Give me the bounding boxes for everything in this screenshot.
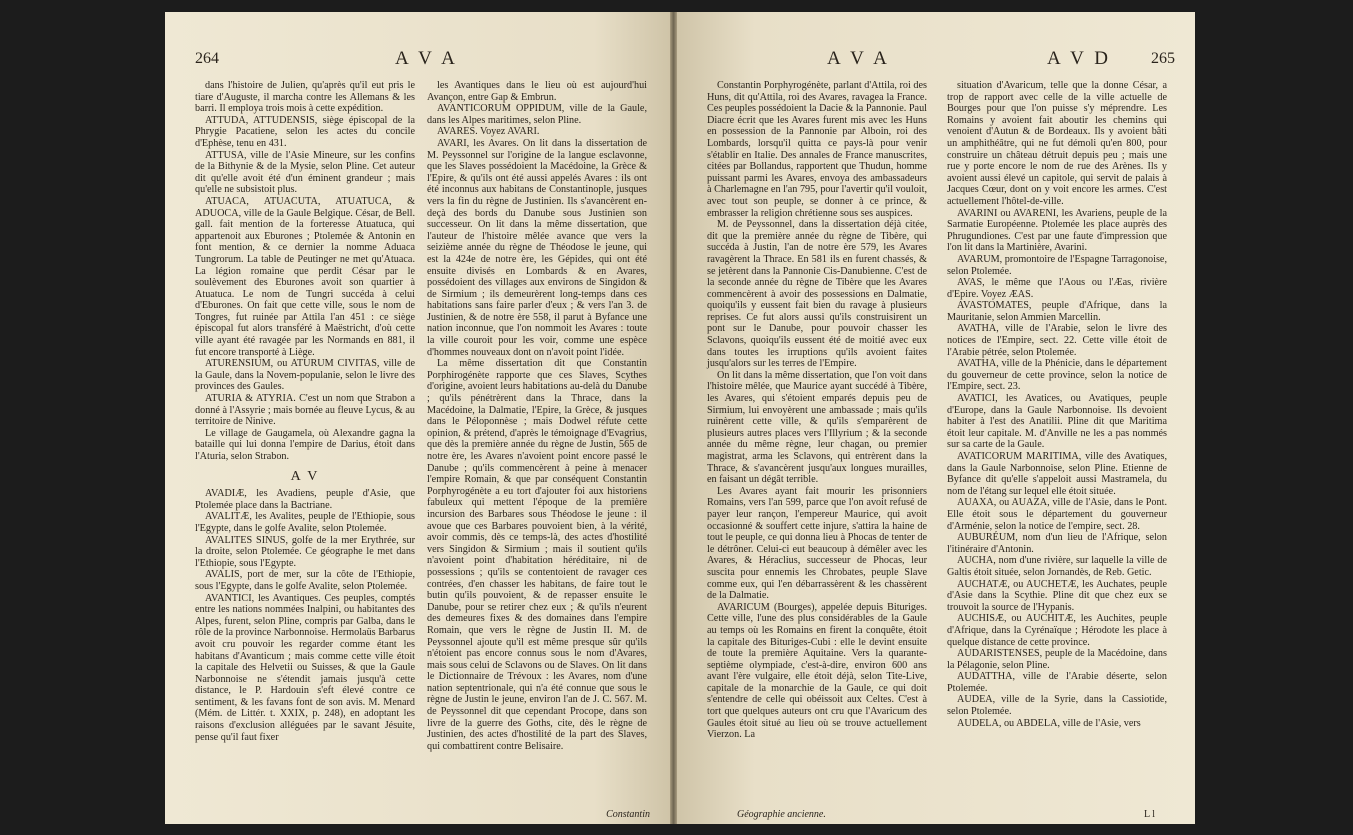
paragraph: AUDARISTENSES, peuple de la Macédoine, dans la Pélagonie, selon Pline.	[947, 648, 1167, 671]
signature-mark: L l	[1143, 809, 1155, 820]
paragraph: AVARI, les Avares. On lit dans la dissertation de M. Peyssonnel sur l'origine de la langue esclavonne, que les Slaves possédoient la Macédoine, la Grèce & l'Epire, & qu'ils ont été aussi appelés Avares : ils ont été inconnus aux habitans de Constantinople, jusques vers la fin du règne de Justinien. Ils s'avancèrent en-deçà des bords du Danube sous Justinien son successeur. On lit dans la même dissertation, que l'auteur de l'histoire mêlée avance que vers la seizième année du règne de Théodose le jeune, qui est la 424e de notre ère, les Gépides, qui ont été ensuite divisés en Lombards & en Avares, possédoient des villages aux environs de Singidon & de Sirmium ; ils demeurèrent long-temps dans ces habitations sans faire parler d'eux ; & vers l'an 3. de Justinien, & de notre ère 558, il parut à Byfance une nation inconnue, que l'on nommoit les Avares : toute la ville couroit pour les voir, comme une espèce d'hommes nouveaux dont on n'avoit point l'idée.	[427, 137, 647, 358]
paragraph: AVANTICORUM OPPIDUM, ville de la Gaule, dans les Alpes maritimes, selon Pline.	[427, 103, 647, 126]
right-column-1	[707, 80, 927, 741]
left-running-head	[195, 48, 650, 74]
paragraph: AVATICI, les Avatices, ou Avatiques, peuple d'Europe, dans la Gaule Narbonnoise. Ils devoient habiter à l'est des Anatilii. Pline dit que Maritima étoit leur capitale. M. d'Anville ne les a pas nommés sur sa carte de la Gaule.	[947, 393, 1167, 451]
paragraph: AVATHA, ville de l'Arabie, selon le livre des notices de l'Empire, sect. 22. Cette ville étoit de l'Arabie pétrée, selon Ptolemée.	[947, 323, 1167, 358]
paragraph: AUCHATÆ, ou AUCHETÆ, les Auchates, peuple d'Asie dans la Scythie. Pline dit que chez eux se trouvoit la source de l'Hypanis.	[947, 578, 1167, 613]
paragraph: On lit dans la même dissertation, que l'on voit dans l'histoire mêlée, que Maurice ayant succédé à Tibère, les Avares, qui s'étoient emparés depuis peu de Sirmium, lui envoyèrent une ambassade ; mais qu'ils ruinèrent cette ville, & qu'ils s'emparèrent de plusieurs autres places vers l'Illyrium ; & la seconde année du même règne, leur chagan, ou premier magistrat, arma les Sclavons, qui entrèrent dans la Thrace, & s'avancèrent jusqu'aux longues murailles, en faisant un dégât terrible.	[707, 369, 927, 486]
paragraph: AUDATTHA, ville de l'Arabie déserte, selon Ptolemée.	[947, 671, 1167, 694]
left-page-number: 264	[195, 50, 219, 67]
paragraph: Le village de Gaugamela, où Alexandre gagna la bataille qui lui donna l'empire de Darius, étoit dans l'Aturia, selon Strabon.	[195, 427, 415, 462]
book-gutter	[670, 12, 677, 824]
paragraph: AVATICORUM MARITIMA, ville des Avatiques, dans la Gaule Narbonnoise, selon Pline. Etienne de Byfance dit qu'elle s'appeloit aussi Mastramela, du nom de l'étang sur lequel elle étoit située.	[947, 451, 1167, 497]
paragraph: La même dissertation dit que Constantin Porphirogénète rapporte que ces Slaves, Scythes d'origine, avoient leurs habitations au-delà du Danube ; qu'ils pénétrèrent dans la Thrace, dans la Macédoine, la Dalmatie, l'Epire, la Grèce, & jusques dans le Péloponnèse ; mais Dodwel réfute cette opinion, & prétend, d'après le témoignage d'Evagrius, que dès la première année du règne de Justin, 565 de notre ère, les Avares n'avoient point encore passé le Danube ; qu'ils commencèrent à peine à menacer l'empire Romain, & que par conséquent Constantin Porphyrogénète a eu tort d'ajouter foi aux historiens fabuleux qui mettent l'époque de la première incursion des Barbares sous Théodose le jeune : il avoue que ces Barbares pouvoient bien, à la vérité, avoir commis, dès ce temps-là, des actes d'hostilité vers Singidon & Sirmium ; mais il soutient qu'ils n'avoient point d'habitation héréditaire, ni de possessions ; qu'ils se contentoient de ravager ces contrées, d'en chasser les habitans, de faire tout le butin qu'ils pouvoient, & de repasser ensuite le Danube, pour se retirer chez eux ; & qu'ils n'eurent des demeures fixes & des domaines dans l'empire Romain, que vers le règne de Justin II. M. de Peyssonnel ajoute qu'il est même presque sûr qu'ils n'étoient pas encore connus sous le nom d'Avares, mais sous celui de Sclavons ou de Slaves. On lit dans le Dictionnaire de Trévoux : les Avares, nom d'une nation septentrionale, qui n'a été connue que sous le règne de Justin le jeune, environ l'an de J. C. 567. M. de Peyssonnel dit que cependant Procope, dans son livre de la guerre des Goths, cite, dès le règne de Justinien, des actes d'hostilité de la part des Slaves, qui combattirent contre Belisaire.	[427, 358, 647, 752]
paragraph: AVALIS, port de mer, sur la côte de l'Ethiopie, sous l'Egypte, dans le golfe Avalite, selon Ptolemée.	[195, 569, 415, 592]
paragraph: M. de Peyssonnel, dans la dissertation déjà citée, dit que la première année du règne de Tibère, qui succéda à Justin, l'an de notre ère 579, les Avares ravagèrent la Thrace. En 581 ils en furent chassés, & se jetèrent dans la Pannonie Cis-Danubienne. C'est de la seconde année du règne de Tibère que les Avares commencèrent à avoir des possessions en Dalmatie, quoiqu'ils y eussent fait bien du ravage à plusieurs reprises. Ce fut alors aussi qu'ils construisirent un pont sur le Danube, pour pouvoir chasser les Sclavons, quoiqu'ils eussent été de moitié avec eux dans toutes les irruptions qu'ils avoient faites jusqu'alors sur les terres de l'Empire.	[707, 219, 927, 370]
paragraph: AVALITES SINUS, golfe de la mer Erythrée, sur la droite, selon Ptolemée. Ce géographe le met dans l'Ethiopie, sous l'Egypte.	[195, 534, 415, 569]
paragraph: AUDELA, ou ABDELA, ville de l'Asie, vers	[957, 717, 1141, 729]
paragraph: AVANTICI, les Avantiques. Ces peuples, comptés entre les nations nommées Inalpini, ou habitantes des Alpes, furent, selon Pline, compris par Galba, dans le rôle de la province Narbonnoise. Hermolaüs Barbarus avoit cru pouvoir les regarder comme étant les habitans d'Avanticum ; mais comme cette ville étoit la capitale des Helvetii ou Suisses, & que la Gaule Narbonnoise ne s'étendit jamais jusqu'à cette distance, le P. Hardouin s'eft élevé contre ce sentiment, & les favans font de son avis. M. Menard (Mém. de Littér. t. XXIX, p. 248), en adoptant les raisons d'exclusion alléguées par le savant Jésuite, pense qu'il faut fixer	[195, 592, 415, 743]
paragraph: ATURENSIUM, ou ATURUM CIVITAS, ville de la Gaule, dans la Novem-populanie, selon le livre des provinces des Gaules.	[195, 358, 415, 393]
paragraph: AUDEA, ville de la Syrie, dans la Cassiotide, selon Ptolemée.	[947, 694, 1167, 718]
paragraph: AVARINI ou AVARENI, les Avariens, peuple de la Sarmatie Européenne. Ptolemée les place auprès des Phrugundiones. C'est par une faute d'impression que l'on lit dans la Martinière, Avarini.	[947, 207, 1167, 254]
right-running-head	[707, 48, 1175, 74]
paragraph: Les Avares ayant fait mourir les prisonniers Romains, vers l'an 599, parce que l'on avoit refusé de payer leur rançon, l'empereur Maurice, qui avoit occasionné & souffert cette injure, s'attira la haine de tout le peuple, ce qui donna lieu à Phocas de tenter de le détrôner. Celui-ci eut beaucoup à démêler avec les Avares, & Héraclius, successeur de Phocas, leur suscita pour ennemis les Chrobates, peuple Slave comme eux, qui l'en débarrassèrent & les chassèrent de la Dalmatie.	[707, 485, 927, 602]
paragraph: ATTUDA, ATTUDENSIS, siège épiscopal de la Phrygie Pacatiene, selon les actes du concile d'Ephèse, tenu en 431.	[195, 114, 415, 149]
paragraph: AVARICUM (Bourges), appelée depuis Bituriges. Cette ville, l'une des plus considérables de la Gaule au temps où les Romains en firent la conquête, étoit la capitale des Bituriges-Cubi : elle le devint ensuite de toute la première Aquitaine. Vers la quarante-septième olympiade, c'est-à-dire, environ 600 ans avant l'ère vulgaire, elle étoit déjà, selon Tite-Live, capitale de la monarchie de la Gaule, ce qui doit s'entendre de celle qui obéissoit aux Celtes. C'est à tort que quelques auteurs ont cru que l'Avaricum des Gaules étoit situé au lieu où se trouve actuellement Vierzon. La	[707, 601, 927, 741]
right-running-title-2: A V D	[1047, 48, 1111, 69]
paragraph: AVASTOMATES, peuple d'Afrique, dans la Mauritanie, selon Ammien Marcellin.	[947, 300, 1167, 323]
paragraph: ATUACA, ATUACUTA, ATUATUCA, & ADUOCA, ville de la Gaule Belgique. César, de Bell. gall. fait mention de la forteresse Atuatuca, qui appartenoit aux Eburones ; Ptolemée & Antonin en font mention, & ce dernier la nomme Aduaca Tungrorum. La table de Peutinger ne met qu'Atuaca. La légion romaine que perdit César par le soulèvement des Eburones avoit son quartier à Atuatuca. Le nom de Tungri succéda à celui d'Eburones. On fait que cette ville, sous le nom de Tongres, fut ruinée par Attila l'an 451 : ce siège épiscopal fut alors transféré à Maëstricht, d'où cette ville ayant été ravagée par les Normands en 881, il fut encore transporté à Liège.	[195, 195, 415, 358]
paragraph: AVARES. Voyez AVARI.	[437, 126, 540, 138]
left-column-2	[427, 80, 647, 752]
paragraph: Constantin Porphyrogénète, parlant d'Attila, roi des Huns, dit qu'Attila, roi des Avares, ravagea la France. Ces peuples possédoient la Dacie & la Pannonie. Paul Diacre écrit que les Avares furent mis avec les Huns en possession de la Pannonie par Alboin, roi des Lombards, lorsqu'il quitta ce pays-là pour venir s'établir en Italie. Des annales de France manuscrites, citées par Bollandus, rapportent que Thudun, homme puissant parmi les Avares, envoya des ambassadeurs à Charlemagne en l'an 795, pour l'avertir qu'il vouloit, avec tout son peuple, se donner à ce prince, & embrasser la religion chrétienne sous ses auspices.	[707, 80, 927, 219]
left-running-title: A V A	[395, 48, 458, 69]
left-column-1	[195, 80, 415, 743]
paragraph: dans l'histoire de Julien, qu'après qu'il eut pris le tiare d'Auguste, il marcha contre les Allemans & les barri. Il employa trois mois à cette expédition.	[195, 80, 415, 115]
right-footer: Géographie ancienne.	[737, 809, 826, 820]
paragraph: AVARUM, promontoire de l'Espagne Tarragonoise, selon Ptolemée.	[947, 253, 1167, 277]
paragraph: AVAS, le même que l'Aous ou l'Æas, rivière d'Epire. Voyez ÆAS.	[947, 277, 1167, 300]
left-page	[165, 12, 670, 824]
paragraph: AVATHA, ville de la Phénicie, dans le département du gouverneur de cette province, selon la notice de l'Empire, sect. 23.	[947, 358, 1167, 393]
right-column-2	[947, 80, 1167, 729]
paragraph: AUCHA, nom d'une rivière, sur laquelle la ville de Galtis étoit située, selon Jornandès, de Reb. Getic.	[947, 555, 1167, 578]
left-catchword: Constantin	[606, 809, 650, 820]
right-page-number: 265	[1151, 50, 1175, 67]
paragraph: AUAXA, ou AUAZA, ville de l'Asie, dans le Pont. Elle étoit sous le département du gouverneur d'Arménie, selon la notice de l'empire, sect. 28.	[947, 497, 1167, 532]
paragraph: situation d'Avaricum, telle que la donne César, a trop de rapport avec celle de la ville actuelle de Bourges pour que l'on puisse s'y méprendre. Les Romains y avoient fait aboutir les chemins qui venoient d'Autun & de Bordeaux. Ils y avoient bâti un amphithéâtre, qui ne fut démoli qu'en 800, pour construire un château détruit depuis peu ; mais une rue y porte encore le nom de rue des Arènes. Ils y avoient aussi élevé un capitole, qui servit de palais à Jacques Cœur, dont on y voit encore les armes. C'est actuellement l'hôtel-de-ville.	[947, 80, 1167, 207]
paragraph: AVADIÆ, les Avadiens, peuple d'Asie, que Ptolemée place dans la Bactriane.	[195, 488, 415, 511]
right-page	[677, 12, 1195, 824]
right-running-title-1: A V A	[827, 48, 890, 69]
open-book	[165, 12, 1195, 824]
paragraph: ATTUSA, ville de l'Asie Mineure, sur les confins de la Bithynie & de la Mysie, selon Pline. Cet auteur dit qu'elle avoit été d'un éminent grandeur ; mais qu'elle ne subsistoit plus.	[195, 149, 415, 196]
paragraph: ATURIA & ATYRIA. C'est un nom que Strabon a donné à l'Assyrie ; mais bornée au fleuve Lycus, & au territoire de Ninive.	[195, 393, 415, 428]
paragraph: AUCHISÆ, ou AUCHITÆ, les Auchites, peuple d'Afrique, dans la Cyrénaïque ; Hérodote les place à quelque distance de cette province.	[947, 613, 1167, 648]
paragraph: les Avantiques dans le lieu où est aujourd'hui Avançon, entre Gap & Embrun.	[427, 80, 647, 103]
paragraph: AVALITÆ, les Avalites, peuple de l'Ethiopie, sous l'Egypte, dans le golfe Avalite, selon Ptolemée.	[195, 511, 415, 534]
paragraph: AUBURÉUM, nom d'un lieu de l'Afrique, selon l'itinéraire d'Antonin.	[947, 532, 1167, 555]
section-heading: A V	[290, 468, 320, 484]
